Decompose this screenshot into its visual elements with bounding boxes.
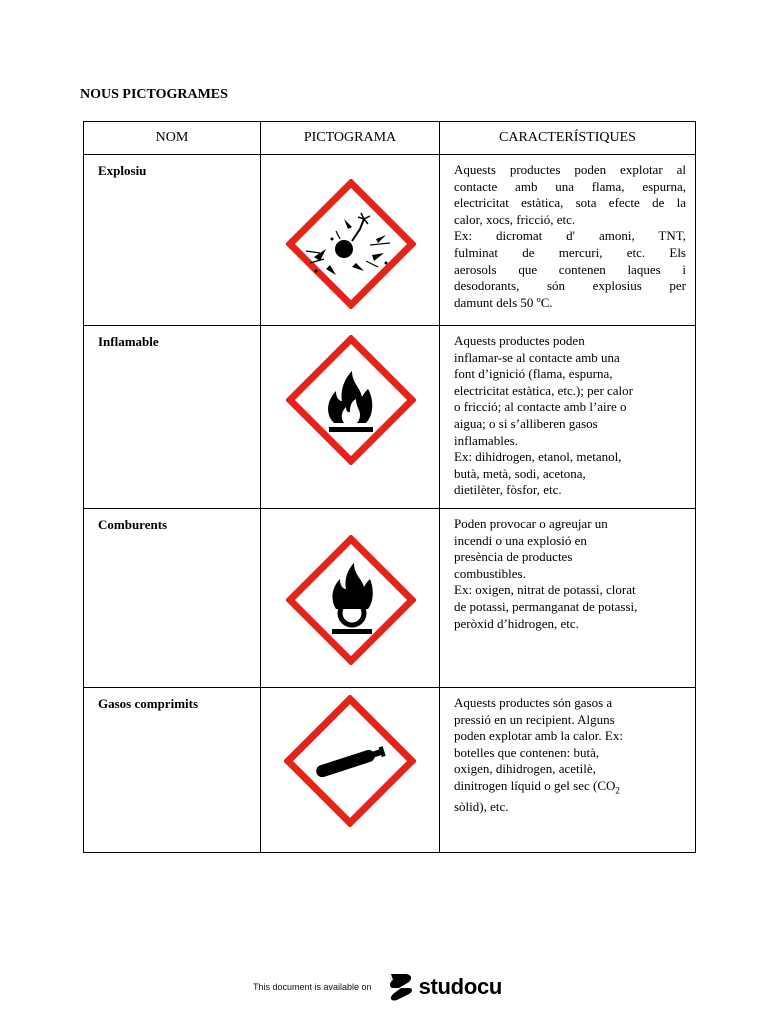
desc-line: dietilèter, fòsfor, etc.	[454, 482, 562, 498]
header-name: NOM	[84, 122, 261, 155]
row-name: Gasos comprimits	[84, 688, 261, 853]
desc-line: peròxid d’hidrogen, etc.	[454, 615, 579, 631]
pictogram-table	[83, 121, 696, 853]
desc-line: Poden provocar o agreujar un	[454, 516, 608, 531]
pictogram-cell	[261, 688, 440, 853]
desc-line: combustibles.	[454, 565, 526, 581]
desc-line: o fricció; al contacte amb l’aire o	[454, 399, 627, 415]
desc-line: oxigen, dihidrogen, acetilè,	[454, 761, 596, 777]
desc-line: de potassi, permanganat de potassi,	[454, 598, 638, 614]
row-name: Comburents	[84, 509, 261, 688]
desc-line: sòlid), etc.	[454, 799, 509, 815]
pictogram-cell	[261, 155, 440, 326]
desc-line: electricitat estàtica, sota efecte de la	[454, 195, 686, 211]
desc-line: font d’ignició (flama, espurna,	[454, 366, 613, 382]
desc-line: Ex: dihidrogen, etanol, metanol,	[454, 449, 622, 465]
desc-line: Aquests productes poden explotar al	[454, 162, 686, 177]
row-characteristics	[440, 509, 696, 688]
desc-line: Ex: dicromat d' amoni, TNT,	[454, 228, 686, 244]
gas-cylinder-icon	[284, 695, 416, 827]
desc-line: Aquests productes poden	[454, 333, 585, 348]
desc-line: aigua; o si s’alliberen gasos	[454, 415, 598, 431]
header-characteristics: CARACTERÍSTIQUES	[440, 122, 696, 155]
desc-line: aerosols que contenen laques i	[454, 261, 686, 277]
footer-text: This document is available on	[253, 982, 372, 992]
row-name: Explosiu	[84, 155, 261, 326]
flame-icon	[286, 335, 416, 465]
row-characteristics	[440, 326, 696, 509]
desc-line: desodorants, són explosius per	[454, 278, 686, 294]
pictogram-cell	[261, 326, 440, 509]
studocu-logo-icon	[387, 972, 415, 1002]
row-name: Inflamable	[84, 326, 261, 509]
desc-line: damunt dels 50 ºC.	[454, 294, 553, 310]
desc-line: calor, xocs, fricció, etc.	[454, 211, 576, 227]
desc-line: inflamar-se al contacte amb una	[454, 349, 620, 365]
desc-line-text: dinitrogen líquid o gel sec (CO	[454, 777, 616, 793]
desc-line: Aquests productes són gasos a	[454, 695, 613, 710]
desc-line: incendi o una explosió en	[454, 532, 587, 548]
table-row-comburents	[84, 509, 696, 688]
desc-line: contacte amb una flama, espurna,	[454, 178, 686, 194]
table-row-explosiu	[84, 155, 696, 326]
subscript: 2	[615, 785, 620, 796]
desc-line: fulminat de mercuri, etc. Els	[454, 244, 686, 260]
footer	[253, 972, 502, 1002]
desc-line: pressió en un recipient. Alguns	[454, 711, 615, 727]
table-header-row	[84, 122, 696, 155]
table-row-gasos-comprimits	[84, 688, 696, 853]
flame-over-circle-icon	[286, 535, 416, 665]
header-pictogram: PICTOGRAMA	[261, 122, 440, 155]
pictogram-cell	[261, 509, 440, 688]
desc-line: butà, metà, sodi, acetona,	[454, 465, 586, 481]
desc-line: poden explotar amb la calor. Ex:	[454, 728, 623, 744]
row-characteristics	[440, 155, 696, 326]
studocu-brand[interactable]: studocu	[418, 974, 503, 999]
desc-line: inflamables.	[454, 432, 518, 448]
desc-line: Ex: oxigen, nitrat de potassi, clorat	[454, 582, 636, 598]
desc-line: electricitat estàtica, etc.); per calor	[454, 382, 633, 398]
desc-line: presència de productes	[454, 549, 573, 565]
exploding-bomb-icon	[286, 179, 416, 309]
desc-line: botelles que contenen: butà,	[454, 744, 600, 760]
desc-line	[454, 778, 686, 799]
row-characteristics	[440, 688, 696, 853]
document-title: NOUS PICTOGRAMES	[80, 87, 228, 102]
table-row-inflamable	[84, 326, 696, 509]
